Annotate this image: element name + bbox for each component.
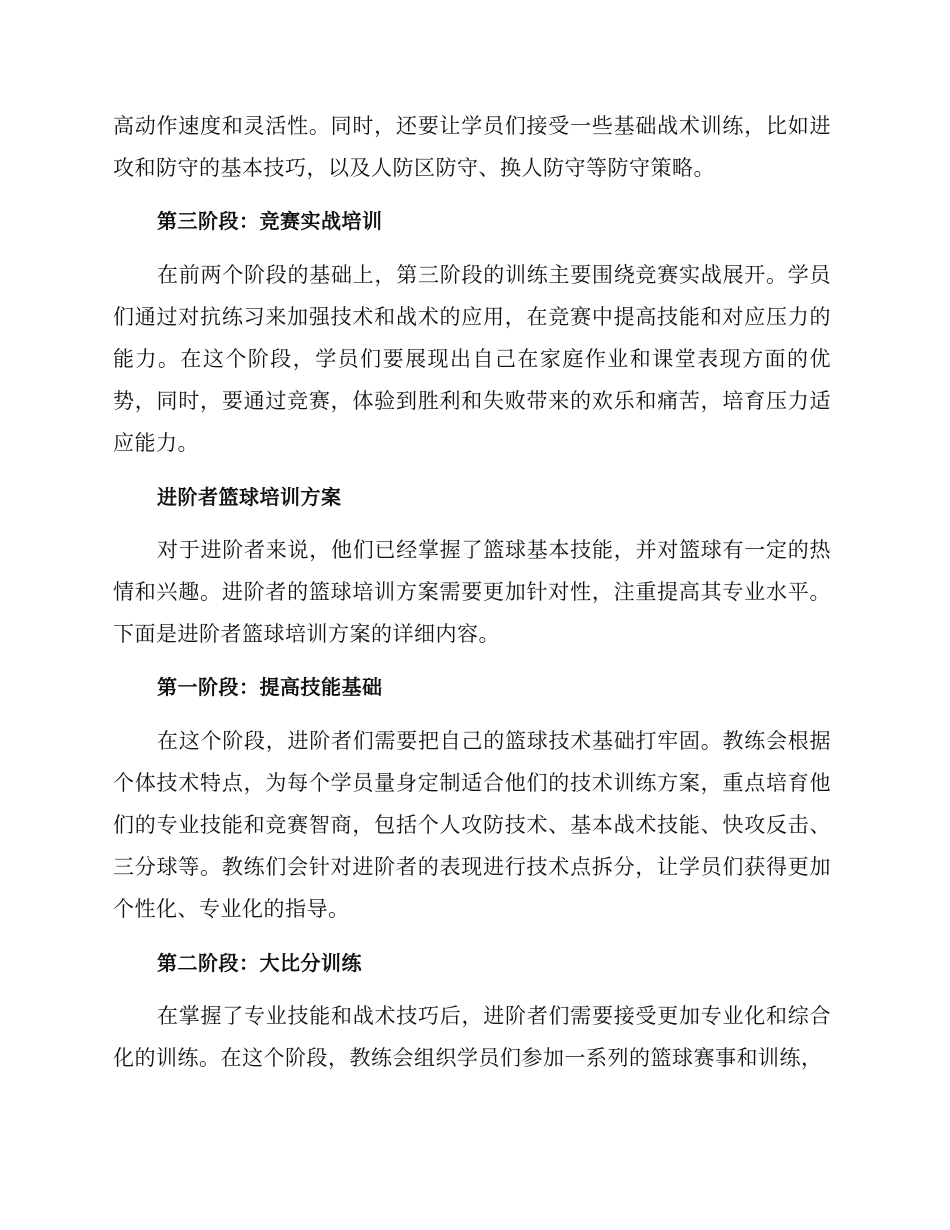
- paragraph-stage-three: 在前两个阶段的基础上，第三阶段的训练主要围绕竞赛实战展开。学员们通过对抗练习来加强技术和战术的应用，在竞赛中提高技能和对应压力的能力。在这个阶段，学员们要展现出自己在家庭作业和课堂表现方面的优势，同时，要通过竞赛，体验到胜利和失败带来的欢乐和痛苦，培育压力适应能力。: [113, 262, 831, 456]
- section-heading-stage-three: 第三阶段：竞赛实战培训: [157, 209, 383, 234]
- section-heading-stage-two: 第二阶段：大比分训练: [157, 950, 362, 975]
- paragraph-stage-one: 在这个阶段，进阶者们需要把自己的篮球技术基础打牢固。教练会根据个体技术特点，为每个学员量身定制适合他们的技术训练方案，重点培育他们的专业技能和竞赛智商，包括个人攻防技术、基本战术技能、快攻反击、三分球等。教练们会针对进阶者的表现进行技术点拆分，让学员们获得更加个性化、专业化的指导。: [113, 728, 831, 922]
- paragraph-advanced-intro: 对于进阶者来说，他们已经掌握了篮球基本技能，并对篮球有一定的热情和兴趣。进阶者的篮球培训方案需要更加针对性，注重提高其专业水平。下面是进阶者篮球培训方案的详细内容。: [113, 537, 831, 647]
- section-heading-advanced-plan: 进阶者篮球培训方案: [157, 484, 342, 509]
- paragraph-stage-two: 在掌握了专业技能和战术技巧后，进阶者们需要接受更加专业化和综合化的训练。在这个阶段，教练会组织学员们参加一系列的篮球赛事和训练，: [113, 1003, 831, 1071]
- document-page: [113, 105, 831, 1090]
- paragraph-continuation: 高动作速度和灵活性。同时，还要让学员们接受一些基础战术训练，比如进攻和防守的基本技巧，以及人防区防守、换人防守等防守策略。: [113, 114, 831, 181]
- section-heading-stage-one: 第一阶段：提高技能基础: [157, 675, 383, 700]
